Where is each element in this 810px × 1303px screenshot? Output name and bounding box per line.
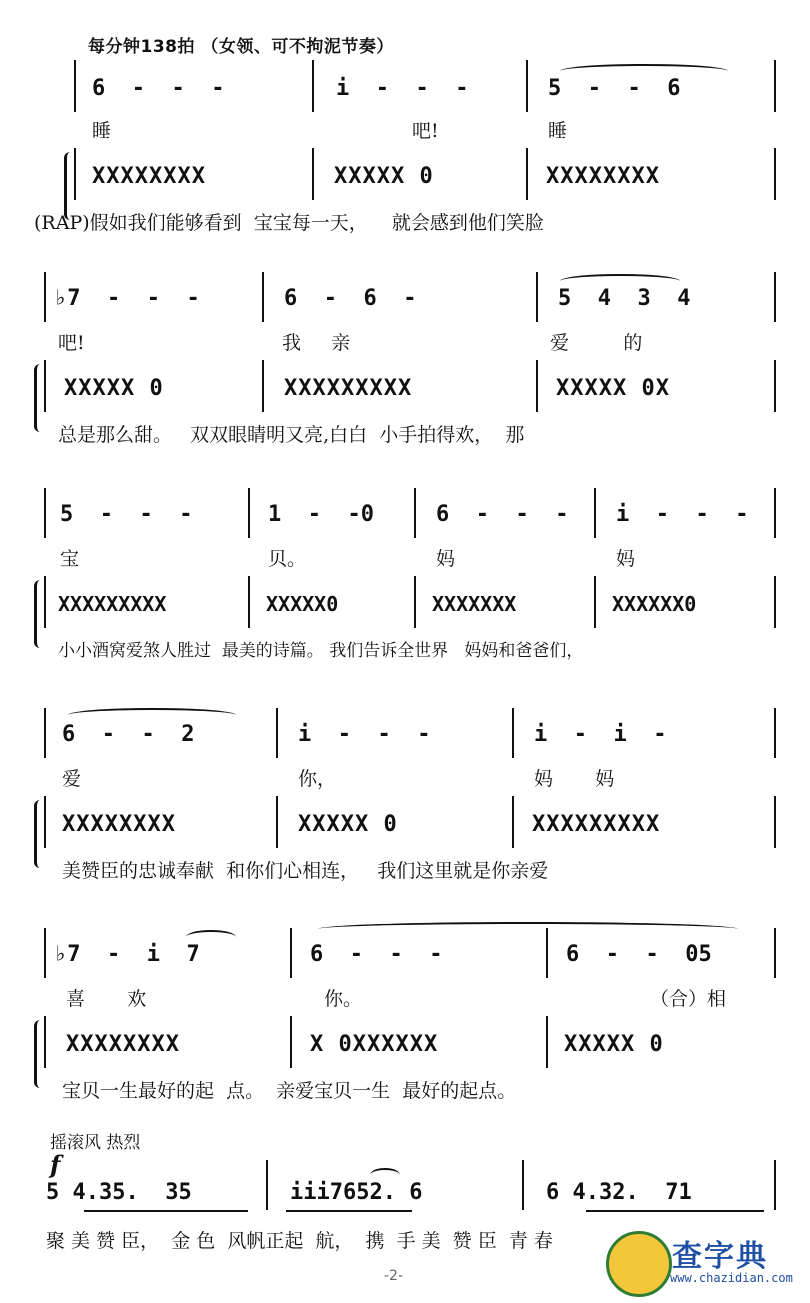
melody-measure: i - - - xyxy=(336,76,469,101)
rap-lyric: 宝贝一生最好的起 点。 亲爱宝贝一生 最好的起点。 xyxy=(62,1080,517,1102)
slur xyxy=(318,922,738,936)
barline xyxy=(774,928,776,978)
barline xyxy=(774,708,776,758)
rap-measure: XXXXXX0 xyxy=(612,592,697,616)
barline xyxy=(522,1160,524,1210)
melody-measure: 5 - - 6 xyxy=(548,76,681,101)
page-number: -2- xyxy=(384,1268,404,1284)
barline xyxy=(774,272,776,322)
barline xyxy=(44,576,46,628)
rap-measure: X 0XXXXXX xyxy=(310,1032,439,1057)
barline xyxy=(774,148,776,200)
lyric: 喜 欢 xyxy=(66,988,147,1010)
rap-lyric: 小小酒窝爱煞人胜过 最美的诗篇。 我们告诉全世界 妈妈和爸爸们， xyxy=(58,641,584,661)
melody-measure: iii7652. 6 xyxy=(290,1180,423,1205)
watermark-logo xyxy=(606,1225,802,1295)
rap-measure: XXXXX 0 xyxy=(298,812,398,837)
melody-measure: i - - - xyxy=(616,502,749,527)
melody-measure: 6 4.32. 71 xyxy=(546,1180,692,1205)
rap-measure: XXXXXXXX xyxy=(62,812,176,837)
rap-measure: XXXXX 0 xyxy=(64,376,164,401)
slur xyxy=(186,930,236,944)
barline xyxy=(44,1016,46,1068)
barline xyxy=(774,60,776,112)
melody-measure: i - - - xyxy=(298,722,431,747)
melody-measure: 5 - - - xyxy=(60,502,193,527)
barline xyxy=(44,708,46,758)
lyric: 妈 妈 xyxy=(534,768,615,790)
melody-measure: 6 - - - xyxy=(436,502,569,527)
barline xyxy=(290,1016,292,1068)
barline xyxy=(248,488,250,538)
rap-measure: XXXXXXXXX xyxy=(284,376,413,401)
beam xyxy=(586,1210,764,1212)
melody-measure: 1 - -0 xyxy=(268,502,374,527)
rap-measure: XXXXXXXX xyxy=(92,164,206,189)
barline xyxy=(74,148,76,200)
barline xyxy=(248,576,250,628)
rap-measure: XXXXX 0 xyxy=(334,164,434,189)
rap-lyric: 总是那么甜。 双双眼睛明又亮,白白 小手拍得欢， 那 xyxy=(58,424,525,446)
melody-measure: 5 4 3 4 xyxy=(558,286,691,311)
rap-measure: XXXXX 0X xyxy=(556,376,670,401)
lyric: 聚 美 赞 臣， 金 色 风帆正起 航， 携 手 美 赞 臣 青 春 xyxy=(46,1230,553,1252)
lyric: 吧! xyxy=(58,332,85,354)
melody-measure: 6 - 6 - xyxy=(284,286,417,311)
barline xyxy=(414,488,416,538)
lyric: 你， xyxy=(298,768,337,790)
melody-measure: 6 - - 2 xyxy=(62,722,195,747)
lyric: 我 亲 xyxy=(282,332,351,354)
rap-measure: XXXXX0 xyxy=(266,592,339,616)
barline xyxy=(594,488,596,538)
dynamic-marking: f xyxy=(50,1150,61,1179)
barline xyxy=(312,148,314,200)
barline xyxy=(266,1160,268,1210)
barline xyxy=(276,796,278,848)
barline xyxy=(526,148,528,200)
barline xyxy=(276,708,278,758)
lyric: 睡 xyxy=(92,120,112,142)
melody-measure: i - i - xyxy=(534,722,667,747)
barline xyxy=(774,1160,776,1210)
barline xyxy=(262,272,264,322)
lyric: 吧! xyxy=(412,120,439,142)
barline xyxy=(594,576,596,628)
slur xyxy=(560,64,728,78)
barline xyxy=(526,60,528,112)
rap-measure: XXXXXXX xyxy=(432,592,517,616)
barline xyxy=(74,60,76,112)
beam xyxy=(84,1210,248,1212)
melody-measure: 6 - - - xyxy=(310,942,443,967)
lyric: 妈 xyxy=(436,548,456,570)
barline xyxy=(414,576,416,628)
melody-measure: 5 4.35. 35 xyxy=(46,1180,192,1205)
barline xyxy=(512,796,514,848)
barline xyxy=(262,360,264,412)
barline xyxy=(290,928,292,978)
rap-measure: XXXXXXXX xyxy=(66,1032,180,1057)
lyric: 宝 xyxy=(60,548,80,570)
slur xyxy=(560,274,680,288)
slur xyxy=(68,708,236,722)
barline xyxy=(536,360,538,412)
barline xyxy=(312,60,314,112)
style-marking: 摇滚风 热烈 xyxy=(50,1133,141,1153)
beam xyxy=(286,1210,412,1212)
lyric: （合）相 xyxy=(650,988,727,1010)
rap-measure: XXXXX 0 xyxy=(564,1032,664,1057)
slur xyxy=(370,1168,400,1182)
melody-measure: ♭7 - i 7 xyxy=(54,942,200,967)
mascot-icon xyxy=(606,1231,672,1297)
barline xyxy=(512,708,514,758)
barline xyxy=(44,928,46,978)
watermark-url: www.chazidian.com xyxy=(670,1271,793,1285)
watermark-text: 查字典 xyxy=(672,1239,768,1274)
barline xyxy=(44,272,46,322)
lyric: 你。 xyxy=(324,988,363,1010)
lyric: 爱 的 xyxy=(550,332,643,354)
barline xyxy=(44,360,46,412)
tempo-marking: 每分钟138拍 （女领、可不拘泥节奏） xyxy=(88,37,394,57)
melody-measure: 6 - - 05 xyxy=(566,942,712,967)
rap-lyric: (RAP)假如我们能够看到 宝宝每一天， 就会感到他们笑脸 xyxy=(34,212,544,234)
barline xyxy=(774,796,776,848)
barline xyxy=(546,1016,548,1068)
barline xyxy=(44,488,46,538)
melody-measure: ♭7 - - - xyxy=(54,286,200,311)
lyric: 爱 xyxy=(62,768,82,790)
lyric: 妈 xyxy=(616,548,636,570)
rap-measure: XXXXXXXX xyxy=(546,164,660,189)
barline xyxy=(44,796,46,848)
barline xyxy=(536,272,538,322)
barline xyxy=(774,488,776,538)
lyric: 睡 xyxy=(548,120,568,142)
barline xyxy=(774,576,776,628)
rap-measure: XXXXXXXXX xyxy=(58,592,167,616)
barline xyxy=(774,360,776,412)
lyric: 贝。 xyxy=(268,548,307,570)
melody-measure: 6 - - - xyxy=(92,76,225,101)
rap-lyric: 美赞臣的忠诚奉献 和你们心相连， 我们这里就是你亲爱 xyxy=(62,860,549,882)
rap-measure: XXXXXXXXX xyxy=(532,812,661,837)
